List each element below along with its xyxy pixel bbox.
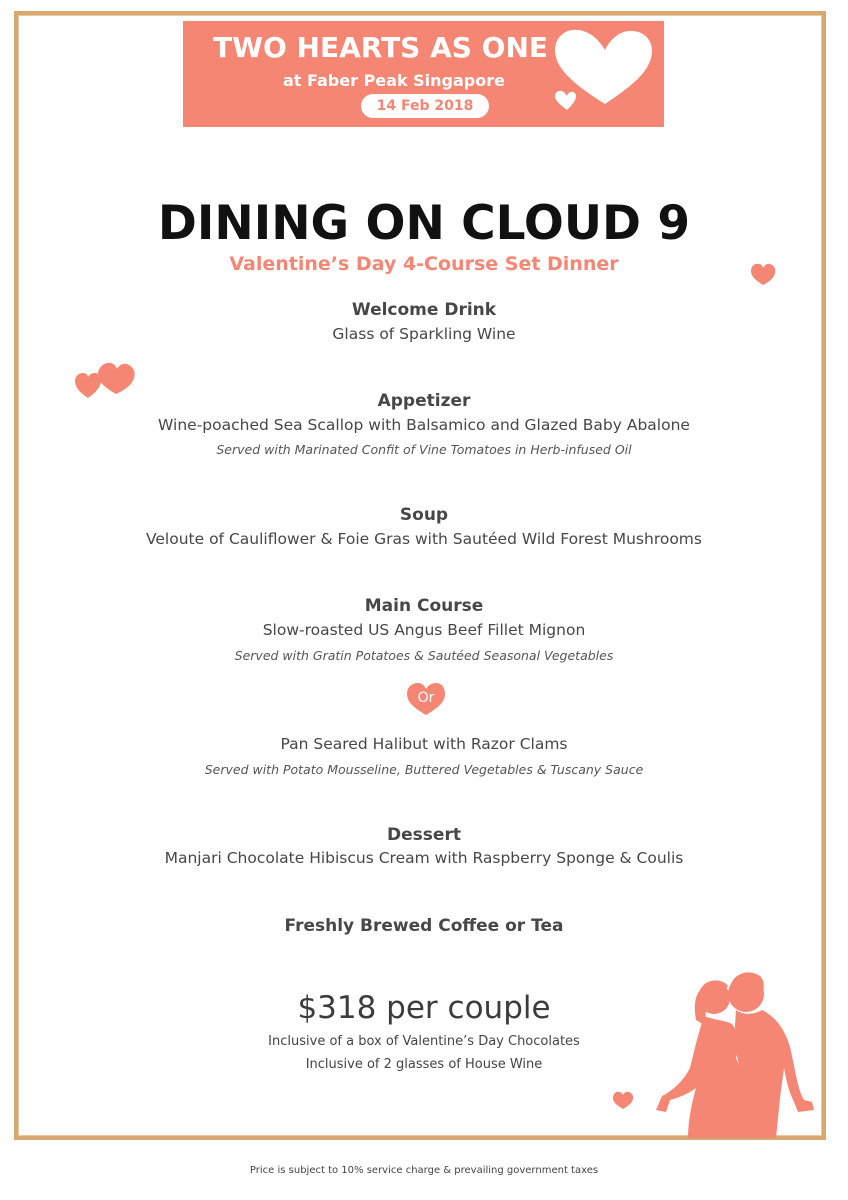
- heart-icon: [74, 360, 136, 400]
- dessert-heading: Dessert: [387, 825, 461, 845]
- inclusion-2: Inclusive of 2 glasses of House Wine: [305, 1057, 543, 1072]
- appetizer-item: Wine-poached Sea Scallop with Balsamico and Glazed Baby Abalone: [158, 416, 690, 434]
- menu-title: DINING ON CLOUD 9: [157, 196, 691, 251]
- banner-title: TWO HEARTS AS ONE: [213, 31, 549, 64]
- soup-heading: Soup: [399, 505, 449, 525]
- event-banner: [183, 21, 664, 127]
- beverage-line: Freshly Brewed Coffee or Tea: [284, 916, 564, 936]
- main-note-1: Served with Gratin Potatoes & Sautéed Seasonal Vegetables: [234, 648, 614, 663]
- menu-subtitle: Valentine’s Day 4-Course Set Dinner: [229, 253, 619, 275]
- inclusion-1: Inclusive of a box of Valentine’s Day Chocolates: [268, 1034, 580, 1049]
- main-note-2: Served with Potato Mousseline, Buttered Vegetables & Tuscany Sauce: [204, 762, 644, 777]
- main-heading: Main Course: [364, 596, 484, 616]
- banner-date: 14 Feb 2018: [361, 94, 489, 118]
- banner-subtitle: at Faber Peak Singapore: [283, 71, 505, 90]
- welcome-item: Glass of Sparkling Wine: [332, 325, 516, 343]
- couple-silhouette: [648, 970, 823, 1140]
- dessert-item: Manjari Chocolate Hibiscus Cream with Raspberry Sponge & Coulis: [164, 849, 684, 867]
- heart-icon: [553, 26, 658, 116]
- or-label: Or: [417, 690, 435, 706]
- main-option-2: Pan Seared Halibut with Razor Clams: [280, 735, 568, 753]
- footer-note: Price is subject to 10% service charge & prevailing government taxes: [249, 1165, 599, 1176]
- heart-icon: [612, 1090, 634, 1110]
- appetizer-note: Served with Marinated Confit of Vine Tomatoes in Herb-infused Oil: [216, 442, 632, 457]
- appetizer-heading: Appetizer: [377, 391, 471, 411]
- soup-item: Veloute of Cauliflower & Foie Gras with Sautéed Wild Forest Mushrooms: [145, 530, 702, 548]
- main-option-1: Slow-roasted US Angus Beef Fillet Mignon: [262, 621, 586, 639]
- welcome-heading: Welcome Drink: [351, 300, 497, 320]
- heart-icon: [750, 262, 776, 286]
- price: $318 per couple: [297, 990, 551, 1026]
